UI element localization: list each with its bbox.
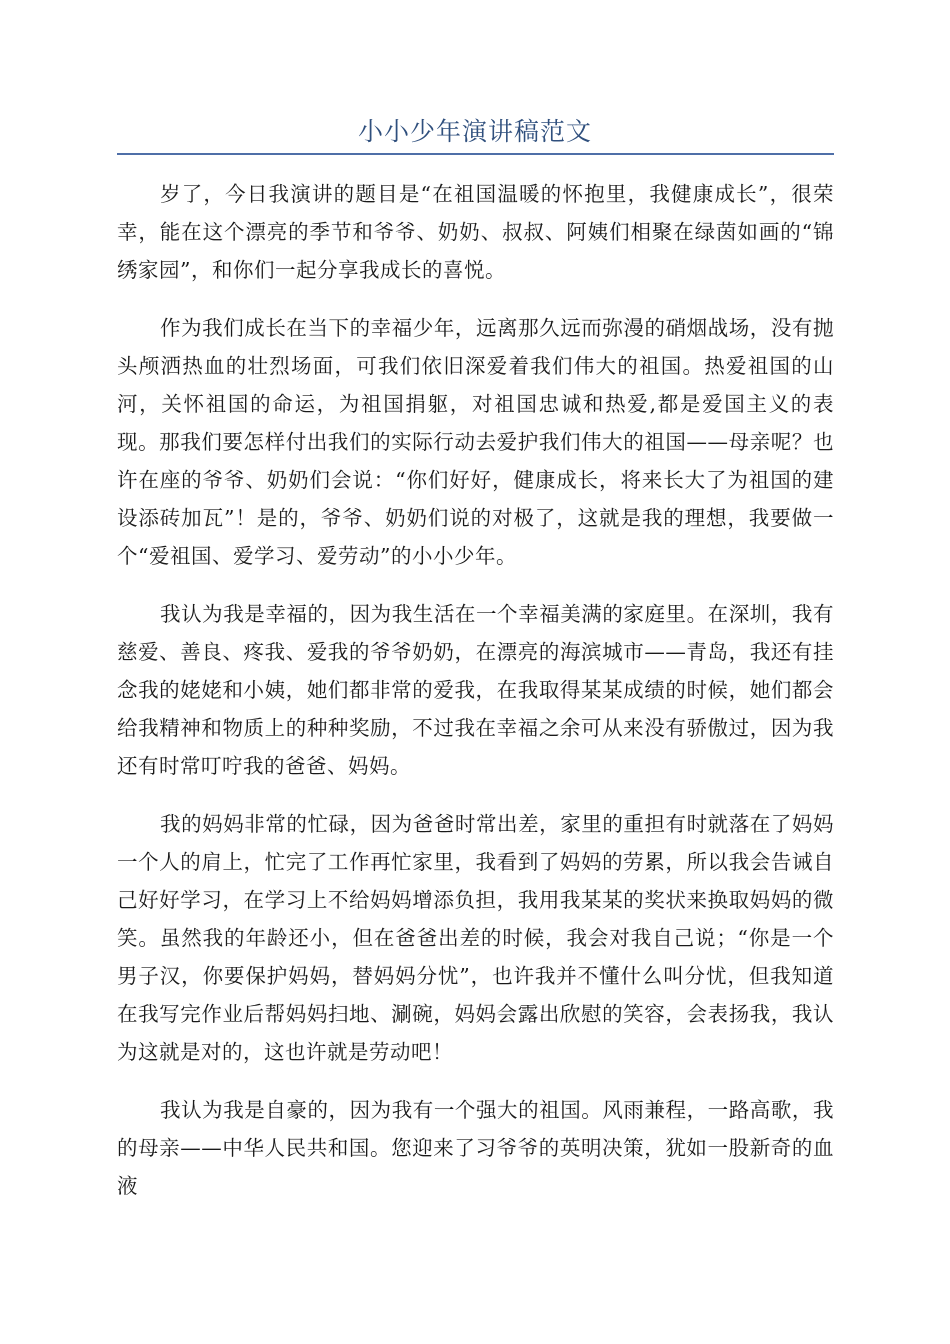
paragraph-3: 我认为我是幸福的，因为我生活在一个幸福美满的家庭里。在深圳，我有慈爱、善良、疼我、爱我的爷爷奶奶，在漂亮的海滨城市——青岛，我还有挂念我的姥姥和小姨，她们都非常的爱我，在我取得某某成绩的时候，她们都会给我精神和物质上的种种奖励，不过我在幸福之余可从来没有骄傲过，因为我还有时常叮咛我的爸爸、妈妈。	[117, 602, 834, 778]
document-title: 小小少年演讲稿范文	[357, 117, 592, 146]
title-underline	[117, 153, 834, 155]
paragraph-2: 作为我们成长在当下的幸福少年，远离那久远而弥漫的硝烟战场，没有抛头颅洒热血的壮烈场面，可我们依旧深爱着我们伟大的祖国。热爱祖国的山河，关怀祖国的命运，为祖国捐躯，对祖国忠诚和热爱,都是爱国主义的表现。那我们要怎样付出我们的实际行动去爱护我们伟大的祖国——母亲呢？也许在座的爷爷、奶奶们会说：“你们好好，健康成长，将来长大了为祖国的建设添砖加瓦”！是的，爷爷、奶奶们说的对极了，这就是我的理想，我要做一个“爱祖国、爱学习、爱劳动”的小小少年。	[117, 316, 834, 568]
paragraph-5: 我认为我是自豪的，因为我有一个强大的祖国。风雨兼程，一路高歌，我的母亲——中华人民共和国。您迎来了习爷爷的英明决策，犹如一股新奇的血液	[117, 1098, 834, 1198]
paragraph-4: 我的妈妈非常的忙碌，因为爸爸时常出差，家里的重担有时就落在了妈妈一个人的肩上，忙完了工作再忙家里，我看到了妈妈的劳累，所以我会告诫自己好好学习，在学习上不给妈妈增添负担，我用我某某的奖状来换取妈妈的微笑。虽然我的年龄还小，但在爸爸出差的时候，我会对我自己说；“你是一个男子汉，你要保护妈妈，替妈妈分忧”，也许我并不懂什么叫分忧，但我知道在我写完作业后帮妈妈扫地、涮碗，妈妈会露出欣慰的笑容，会表扬我，我认为这就是对的，这也许就是劳动吧！	[117, 812, 834, 1064]
paragraph-1: 岁了，今日我演讲的题目是“在祖国温暖的怀抱里，我健康成长”，很荣幸，能在这个漂亮的季节和爷爷、奶奶、叔叔、阿姨们相聚在绿茵如画的“锦绣家园”，和你们一起分享我成长的喜悦。	[117, 182, 834, 282]
document-body	[117, 175, 834, 1225]
